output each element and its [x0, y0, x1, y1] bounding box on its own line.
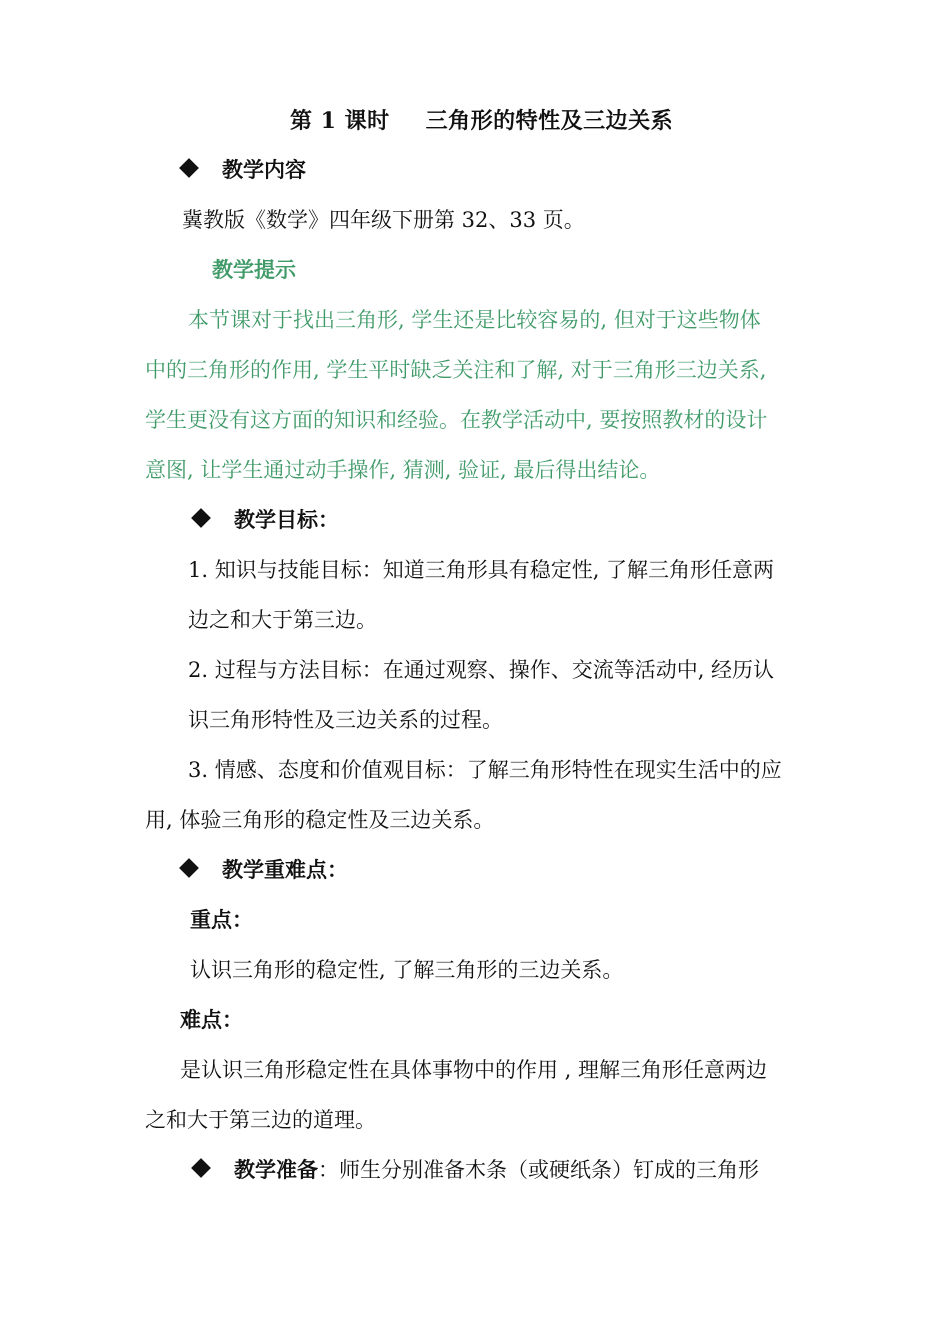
prep-label: 教学准备 [234, 1157, 318, 1182]
tips-line: 学生更没有这方面的知识和经验。在教学活动中, 要按照教材的设计 [145, 408, 768, 432]
difficult-label: 难点： [180, 1007, 243, 1032]
goal-item-2: 2. 过程与方法目标：在通过观察、操作、交流等活动中, 经历认 [188, 658, 775, 682]
prep-text: ：师生分别准备木条（或硬纸条）钉成的三角形 [318, 1158, 759, 1182]
goal-item-3: 3. 情感、态度和价值观目标：了解三角形特性在现实生活中的应 [188, 758, 782, 782]
goal-item-3-cont: 用, 体验三角形的稳定性及三边关系。 [145, 808, 495, 832]
key-label: 重点： [190, 907, 253, 932]
tips-line: 中的三角形的作用, 学生平时缺乏关注和了解, 对于三角形三边关系, [145, 358, 767, 382]
difficult-line: 是认识三角形稳定性在具体事物中的作用 , 理解三角形任意两边 [180, 1058, 768, 1082]
section-heading-goals: 教学目标： [194, 505, 339, 535]
difficult-line: 之和大于第三边的道理。 [145, 1108, 376, 1132]
prep-line [194, 1155, 759, 1185]
diamond-bullet-icon [191, 1158, 211, 1178]
lesson-title: 三角形的特性及三边关系 [425, 108, 674, 134]
section-heading-content: 教学内容 [182, 155, 306, 185]
diamond-bullet-icon [179, 858, 199, 878]
diamond-bullet-icon [191, 508, 211, 528]
page-title [290, 106, 673, 136]
goal-item-1-cont: 边之和大于第三边。 [188, 608, 377, 632]
content-text: 冀教版《数学》四年级下册第 32、33 页。 [182, 208, 585, 232]
diamond-bullet-icon [179, 158, 199, 178]
lesson-number: 第 1 课时 [290, 108, 390, 134]
goal-item-1: 1. 知识与技能目标：知道三角形具有稳定性, 了解三角形任意两 [188, 558, 775, 582]
tips-line: 本节课对于找出三角形, 学生还是比较容易的, 但对于这些物体 [188, 308, 761, 332]
goal-item-2-cont: 识三角形特性及三边关系的过程。 [188, 708, 503, 732]
section-heading-tips: 教学提示 [212, 257, 296, 282]
tips-line: 意图, 让学生通过动手操作, 猜测, 验证, 最后得出结论。 [145, 458, 661, 482]
key-text: 认识三角形的稳定性, 了解三角形的三边关系。 [190, 958, 624, 982]
section-heading-keypoints: 教学重难点： [182, 855, 348, 885]
